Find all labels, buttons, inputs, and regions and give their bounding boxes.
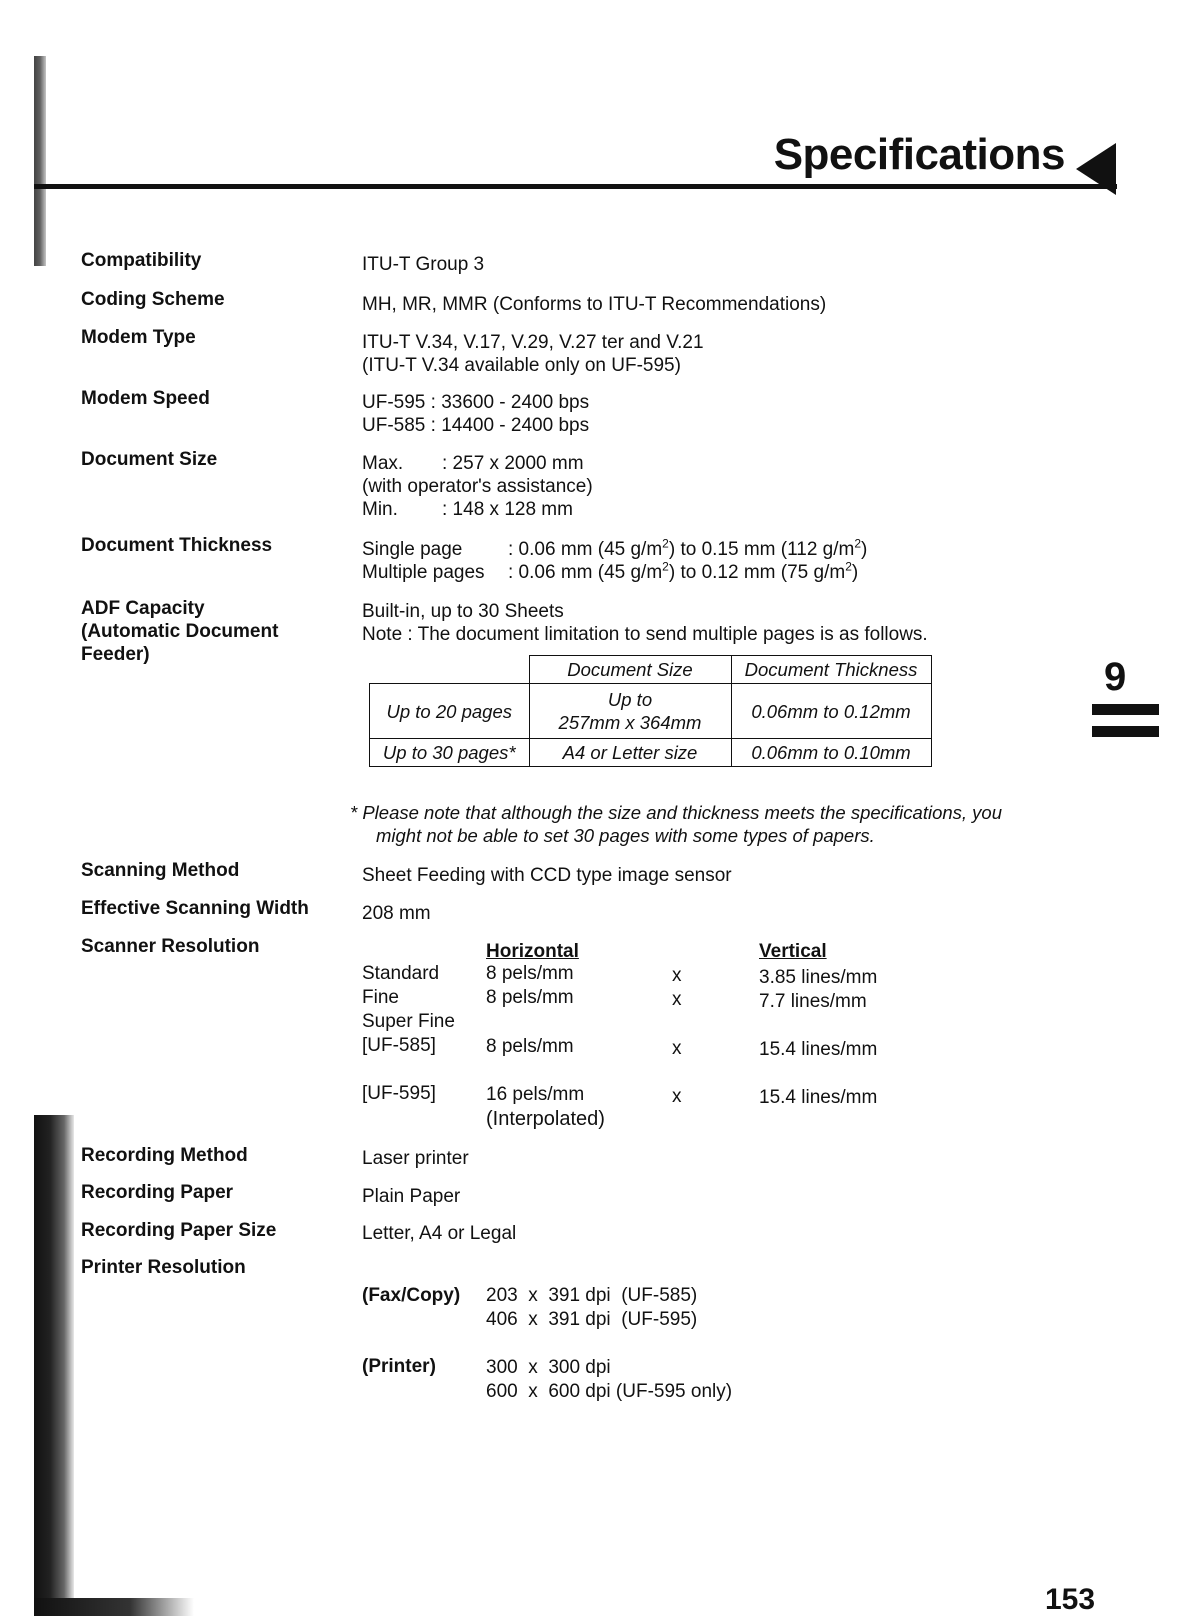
- superscript: 2: [854, 536, 862, 551]
- resolution-h: 8 pels/mm: [486, 1036, 574, 1057]
- doc-size-min-value: : 148 x 128 mm: [442, 499, 573, 520]
- printer-res-faxcopy-label: (Fax/Copy): [362, 1285, 461, 1306]
- resolution-v: 7.7 lines/mm: [759, 991, 867, 1012]
- doc-size-max-value: : 257 x 2000 mm: [442, 453, 584, 474]
- title-rule: [34, 184, 1117, 189]
- spec-label-recording-paper: Recording Paper: [81, 1182, 234, 1203]
- resolution-h: 8 pels/mm: [486, 963, 574, 984]
- resolution-v: 3.85 lines/mm: [759, 967, 878, 988]
- superscript: 2: [662, 536, 669, 551]
- superscript: 2: [662, 559, 669, 574]
- thickness-single-text: ): [861, 539, 868, 560]
- thickness-multi-label: Multiple pages: [362, 562, 485, 583]
- printer-res-line: 600 x 600 dpi (UF-595 only): [486, 1381, 733, 1402]
- resolution-mode: Fine: [362, 987, 399, 1008]
- printer-res-line: 300 x 300 dpi: [486, 1357, 611, 1378]
- resolution-h: 8 pels/mm: [486, 987, 574, 1008]
- times-icon: x: [672, 1038, 682, 1059]
- resolution-mode: [UF-595]: [362, 1083, 436, 1104]
- chapter-number: 9: [1104, 655, 1127, 699]
- table-cell-pages: Up to 30 pages*: [370, 739, 530, 767]
- doc-size-max-label: Max.: [362, 453, 404, 474]
- spec-value-scanning-method: Sheet Feeding with CCD type image sensor: [362, 865, 732, 886]
- times-icon: x: [672, 989, 682, 1010]
- spec-value-compatibility: ITU-T Group 3: [362, 254, 485, 275]
- chapter-tab-bar: [1092, 704, 1159, 715]
- resolution-head-vertical: Vertical: [759, 941, 827, 962]
- spec-label-scanner-resolution: Scanner Resolution: [81, 936, 260, 957]
- table-cell-blank: [370, 656, 530, 684]
- spec-label-modem-speed: Modem Speed: [81, 388, 210, 409]
- superscript: 2: [845, 559, 852, 574]
- table-cell-thickness: 0.06mm to 0.12mm: [731, 684, 931, 739]
- doc-size-min-label: Min.: [362, 499, 398, 520]
- spec-label-modem-type: Modem Type: [81, 327, 196, 348]
- thickness-single-label: Single page: [362, 539, 463, 560]
- spec-label-document-thickness: Document Thickness: [81, 535, 273, 556]
- table-cell-thickness: 0.06mm to 0.10mm: [731, 739, 931, 767]
- spec-value-recording-paper-size: Letter, A4 or Legal: [362, 1223, 517, 1244]
- scan-margin-top: [34, 56, 46, 266]
- page-title: Specifications: [773, 130, 1065, 179]
- times-icon: x: [672, 965, 682, 986]
- modem-speed-line: UF-585 : 14400 - 2400 bps: [362, 415, 590, 436]
- adf-label-line: (Automatic Document: [81, 621, 279, 642]
- modem-type-line: (ITU-T V.34 available only on UF-595): [362, 355, 681, 376]
- table-row: [370, 739, 932, 767]
- adf-line: Built-in, up to 30 Sheets: [362, 601, 564, 622]
- spec-value-adf: [362, 600, 928, 646]
- scan-margin-bottom: [34, 1115, 74, 1616]
- resolution-h-note: (Interpolated): [486, 1108, 605, 1130]
- resolution-mode: [UF-585]: [362, 1035, 436, 1056]
- thickness-single-text: ) to 0.15 mm (112 g/m: [668, 539, 855, 560]
- table-row: [370, 684, 932, 739]
- thickness-multi-text: ): [851, 562, 859, 583]
- footnote-line: might not be able to set 30 pages with some types of papers.: [376, 825, 875, 846]
- adf-label-line: ADF Capacity: [81, 598, 205, 619]
- size-line: Up to: [607, 689, 653, 710]
- doc-size-assist: (with operator's assistance): [362, 476, 593, 497]
- spec-label-compatibility: Compatibility: [81, 250, 202, 271]
- printer-res-line: 406 x 391 dpi (UF-595): [486, 1309, 698, 1330]
- spec-label-recording-paper-size: Recording Paper Size: [81, 1220, 277, 1241]
- spec-value-document-size: [362, 452, 593, 521]
- spec-label-document-size: Document Size: [81, 449, 218, 470]
- adf-limit-table: [369, 655, 932, 767]
- spec-label-adf: [81, 597, 278, 666]
- size-line: 257mm x 364mm: [558, 712, 702, 733]
- spec-label-recording-method: Recording Method: [81, 1145, 248, 1166]
- modem-speed-line: UF-595 : 33600 - 2400 bps: [362, 392, 590, 413]
- spec-value-coding-scheme: MH, MR, MMR (Conforms to ITU-T Recommendations): [362, 294, 827, 315]
- thickness-multi-text: : 0.06 mm (45 g/m: [508, 562, 663, 583]
- scan-margin-foot: [34, 1598, 194, 1616]
- resolution-v: 15.4 lines/mm: [759, 1039, 878, 1060]
- resolution-mode: Standard: [362, 963, 440, 984]
- footnote-line: * Please note that although the size and thickness meets the specifications, you: [350, 802, 1003, 823]
- modem-type-line: ITU-T V.34, V.17, V.29, V.27 ter and V.21: [362, 332, 704, 353]
- resolution-mode: Super Fine: [362, 1011, 455, 1032]
- spec-value-document-thickness: [362, 538, 867, 584]
- chapter-tab-bar: [1092, 726, 1159, 737]
- spec-label-scanning-method: Scanning Method: [81, 860, 240, 881]
- resolution-head-horizontal: Horizontal: [486, 941, 579, 962]
- page-number: 153: [1045, 1583, 1096, 1616]
- spec-label-scanning-width: Effective Scanning Width: [81, 898, 309, 919]
- adf-footnote: [350, 801, 1050, 847]
- table-cell-size: A4 or Letter size: [529, 739, 731, 767]
- thickness-multi-text: ) to 0.12 mm (75 g/m: [668, 562, 846, 583]
- spec-value-scanning-width: 208 mm: [362, 903, 431, 924]
- adf-line: Note : The document limitation to send multiple pages is as follows.: [362, 624, 928, 645]
- spec-value-modem-type: [362, 331, 704, 377]
- table-header: Document Size: [529, 656, 731, 684]
- spec-value-recording-method: Laser printer: [362, 1148, 469, 1169]
- table-header: Document Thickness: [731, 656, 931, 684]
- table-cell-pages: Up to 20 pages: [370, 684, 530, 739]
- spec-label-printer-resolution: Printer Resolution: [81, 1257, 246, 1278]
- printer-res-line: 203 x 391 dpi (UF-585): [486, 1285, 698, 1306]
- times-icon: x: [672, 1086, 682, 1107]
- adf-label-line: Feeder): [81, 644, 150, 665]
- printer-res-printer-label: (Printer): [362, 1356, 436, 1377]
- spec-value-recording-paper: Plain Paper: [362, 1186, 461, 1207]
- spec-value-modem-speed: [362, 391, 589, 437]
- thickness-single-text: : 0.06 mm (45 g/m: [508, 539, 663, 560]
- table-cell-size: [529, 684, 731, 739]
- table-row: [370, 656, 932, 684]
- resolution-h: 16 pels/mm: [486, 1084, 585, 1105]
- resolution-v: 15.4 lines/mm: [759, 1087, 878, 1108]
- spec-label-coding-scheme: Coding Scheme: [81, 289, 225, 310]
